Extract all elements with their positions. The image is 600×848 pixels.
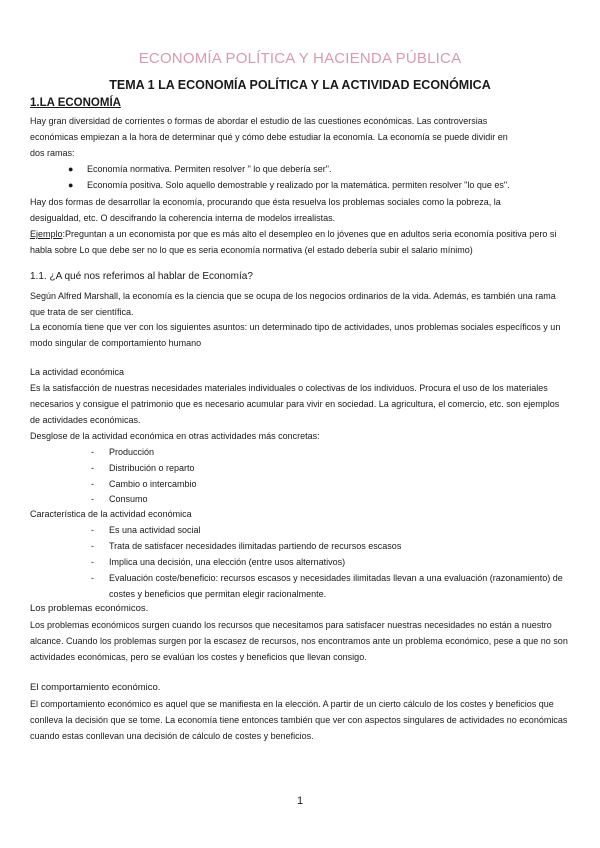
branch-normative: Economía normativa. Permiten resolver " lo que debería ser". xyxy=(87,164,332,174)
text-line: Desglose de la actividad económica en otras actividades más concretas: xyxy=(30,431,320,441)
characteristic-item: Es una actividad social xyxy=(109,525,201,535)
behaviour-paragraph xyxy=(30,696,570,744)
text-line: actividades económicas, pero se evalúan los costes y beneficios que llevan consigo. xyxy=(30,652,367,662)
text-line: Hay dos formas de desarrollar la economía, procurando que ésta resuelva los problemas sociales como la pobreza, la xyxy=(30,197,501,207)
characteristic-item: Implica una decisión, una elección (entre usos alternativos) xyxy=(109,557,346,567)
text-line: alcance. Cuando los problemas surgen por la escasez de recursos, nos encontramos ante un problema económico, pese a que no son xyxy=(30,636,568,646)
intro-paragraph xyxy=(30,113,570,161)
bullet-icon: ● xyxy=(68,180,74,190)
characteristic-item: Evaluación coste/beneficio: recursos escasos y necesidades ilimitadas llevan a una evaluación (razonamiento) de xyxy=(109,573,563,583)
page-number: 1 xyxy=(296,795,304,807)
text-line: El comportamiento económico es aquel que se manifiesta en la elección. A partir de un cierto cálculo de los costes y beneficios que xyxy=(30,699,554,709)
text-line: Ejemplo:Preguntan a un economista por que es más alto el desempleo en lo jóvenes que en adultos seria economía positiva pero si xyxy=(30,229,557,239)
subsection-heading: 1.1. ¿A qué nos referimos al hablar de Economía? xyxy=(30,271,253,282)
characteristics-heading: Característica de la actividad económica xyxy=(30,509,192,519)
example-paragraph xyxy=(30,226,570,258)
section-heading: 1.LA ECONOMÍA xyxy=(30,97,121,109)
text-line: conlleva la decisión que se tome. La economía tiene entonces también que ver con aspectos singulares de actividades no económicas xyxy=(30,715,568,725)
behaviour-heading: El comportamiento económico. xyxy=(30,682,161,693)
example-label: Ejemplo xyxy=(30,229,63,239)
branch-positive: Economía positiva. Solo aquello demostrable y realizado por la matemática. permiten resolver "lo que es". xyxy=(87,180,510,190)
dash-marker: - xyxy=(91,463,94,473)
text-line: desigualdad, etc. O descifrando la coherencia interna de modelos irrealistas. xyxy=(30,213,336,223)
text-line: modo singular de comportamiento humano xyxy=(30,338,202,348)
bullet-icon: ● xyxy=(68,164,74,174)
activity-item: Distribución o reparto xyxy=(109,463,195,473)
text-line: económicas empiezan a la hora de determinar qué y cómo debe estudiar la economía. La economía se puede dividir en xyxy=(30,132,508,142)
text-line: La economía tiene que ver con los siguientes asuntos: un determinado tipo de actividades, unos problemas sociales específicos y un xyxy=(30,322,561,332)
dash-marker: - xyxy=(91,479,94,489)
topics-paragraph xyxy=(30,319,570,351)
document-title: ECONOMÍA POLÍTICA Y HACIENDA PÚBLICA xyxy=(138,50,462,67)
text-line: cuando estas conllevan una decisión de cálculo de costes y beneficios. xyxy=(30,731,314,741)
dash-marker: - xyxy=(91,447,94,457)
activity-paragraph xyxy=(30,380,570,444)
text-line: que trata de ser científica. xyxy=(30,307,134,317)
topic-title: TEMA 1 LA ECONOMÍA POLÍTICA Y LA ACTIVIDAD ECONÓMICA xyxy=(109,78,491,92)
text-line: Es la satisfacción de nuestras necesidades materiales individuales o colectivas de los individuos. Procura el uso de los materiales xyxy=(30,383,548,393)
dash-marker: - xyxy=(91,541,94,551)
text-line: necesarios y consigue el patrimonio que es necesario acumular para vivir en sociedad. La agricultura, el comercio, etc. son ejemplos xyxy=(30,399,560,409)
text-line: Según Alfred Marshall, la economía es la ciencia que se ocupa de los negocios ordinarios de la vida. Además, es también una rama xyxy=(30,291,556,301)
text-line: Hay gran diversidad de corrientes o formas de abordar el estudio de las cuestiones económicas. Las controversias xyxy=(30,116,488,126)
dash-marker: - xyxy=(91,494,94,504)
activity-item: Producción xyxy=(109,447,155,457)
dash-marker: - xyxy=(91,573,94,583)
dash-marker: - xyxy=(91,525,94,535)
characteristic-item: Trata de satisfacer necesidades ilimitadas partiendo de recursos escasos xyxy=(109,541,402,551)
text-line: habla sobre Lo que debe ser no lo que es seria economía normativa (el estado debería subir el salario mínimo) xyxy=(30,245,473,255)
marshall-paragraph xyxy=(30,288,570,320)
dash-marker: - xyxy=(91,557,94,567)
text-line: de actividades económicas. xyxy=(30,415,141,425)
text-line: dos ramas: xyxy=(30,148,75,158)
text-line: Los problemas económicos surgen cuando los recursos que necesitamos para satisfacer nuestras necesidades no están a nuestro xyxy=(30,620,552,630)
problems-heading: Los problemas económicos. xyxy=(30,603,149,614)
characteristic-item-continued: costes y beneficios que permitan elegir racionalmente. xyxy=(109,589,327,599)
activity-heading: La actividad económica xyxy=(30,367,125,377)
two-ways-paragraph xyxy=(30,194,570,226)
problems-paragraph xyxy=(30,617,570,665)
activity-item: Consumo xyxy=(109,494,148,504)
activity-item: Cambio o intercambio xyxy=(109,479,197,489)
